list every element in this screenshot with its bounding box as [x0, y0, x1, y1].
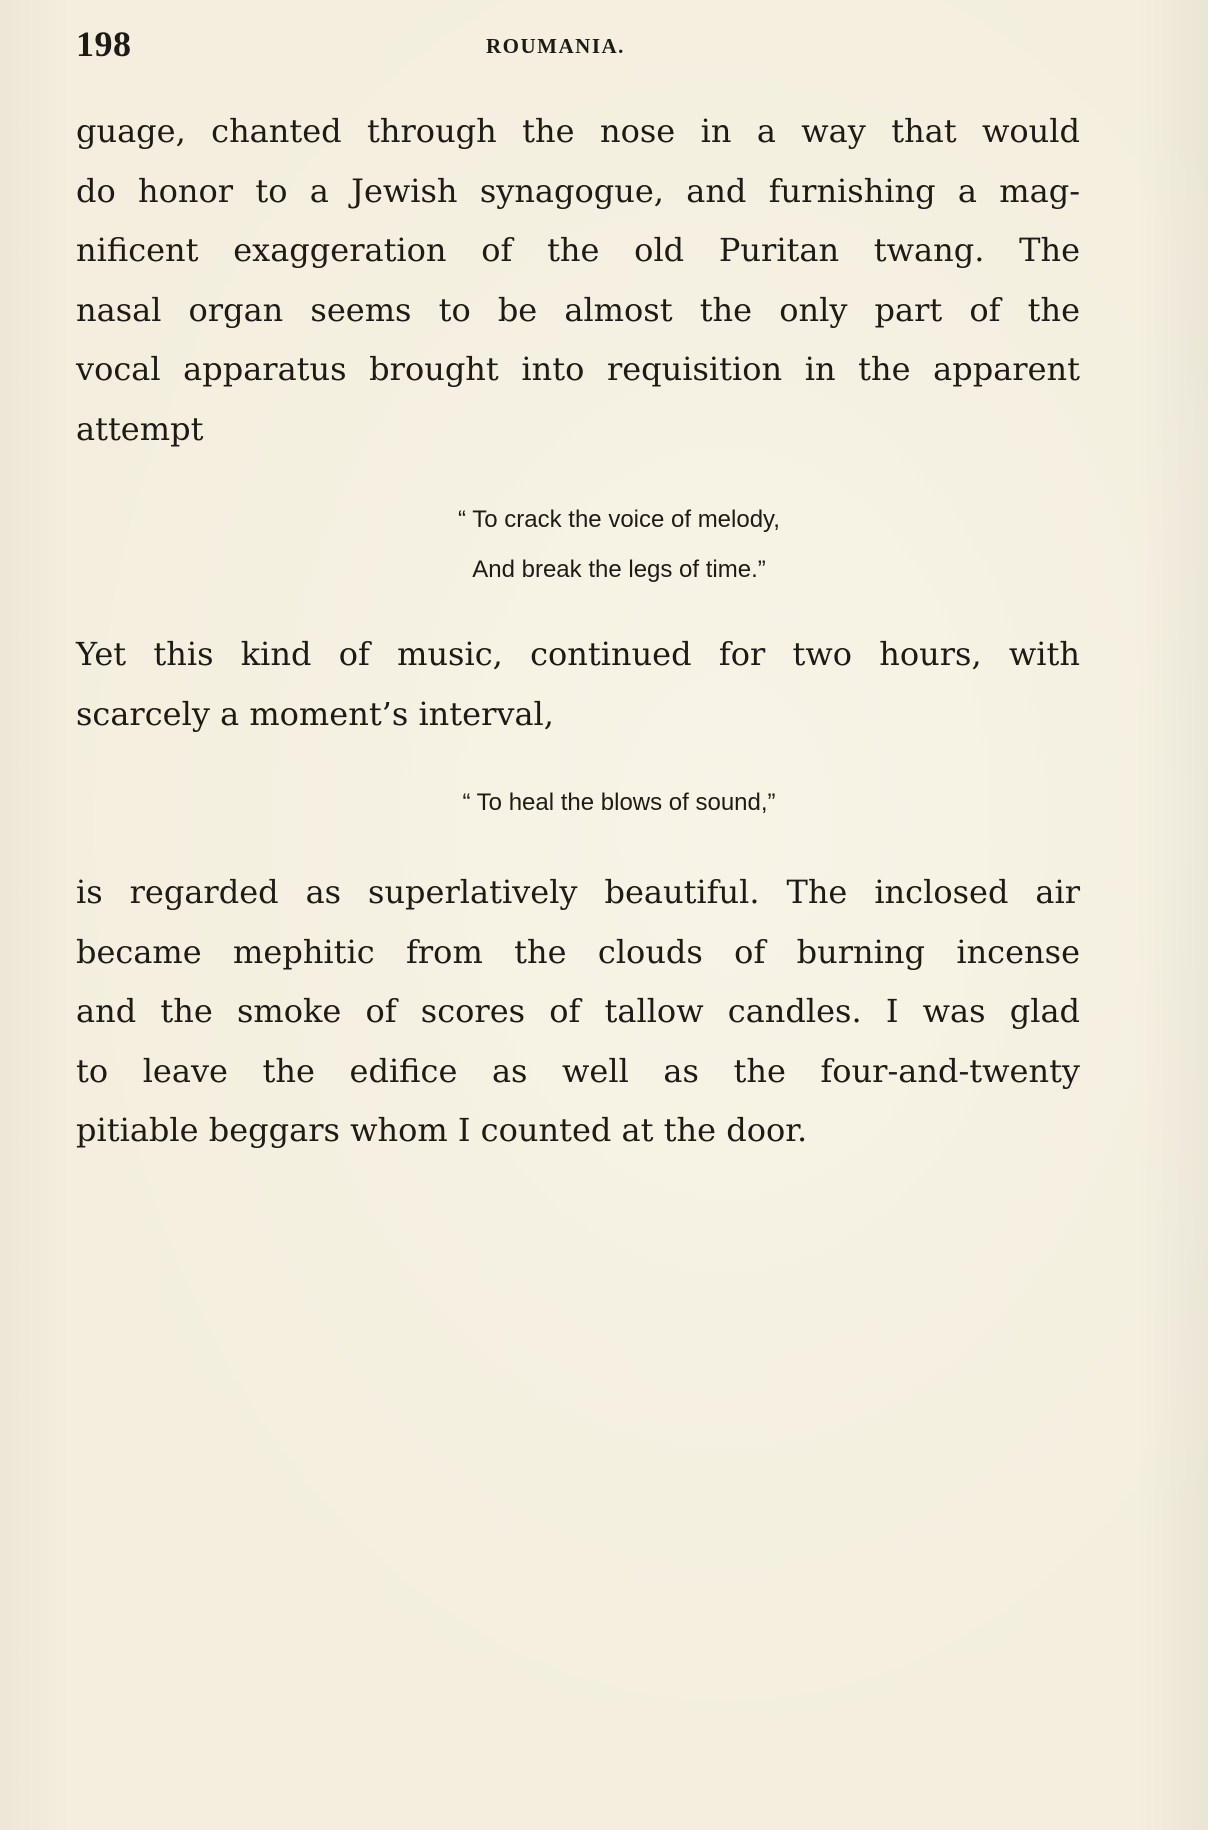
paragraph-3 — [76, 863, 1080, 1161]
page-header — [76, 22, 1076, 66]
text-line: is regarded as superlatively beautiful. The inclosed air — [76, 873, 1080, 911]
text-line: attempt — [76, 409, 204, 448]
text-line: became mephitic from the clouds of burning incense — [76, 932, 1080, 971]
paragraph-1 — [76, 102, 1080, 459]
quote-line: “ To crack the voice of melody, — [458, 506, 780, 533]
text-line: do honor to a Jewish synagogue, and furnishing a mag- — [76, 171, 1080, 210]
text-line: nificent exaggeration of the old Puritan twang. The — [76, 231, 1080, 269]
running-title: ROUMANIA. — [486, 34, 625, 58]
text-line: pitiable beggars whom I counted at the door. — [76, 1111, 808, 1149]
quote-line: And break the legs of time.” — [472, 556, 766, 583]
page-number: 198 — [76, 24, 132, 64]
text-line: and the smoke of scores of tallow candles. I was glad — [76, 992, 1080, 1030]
verse-quote-1 — [0, 495, 1208, 595]
text-line: nasal organ seems to be almost the only part of the — [76, 290, 1080, 329]
text-line: to leave the edifice as well as the four-and-twenty — [76, 1051, 1080, 1090]
verse-quote-2 — [0, 778, 1208, 828]
text-line: Yet this kind of music, continued for two hours, with — [76, 635, 1080, 673]
text-line: scarcely a moment’s interval, — [76, 694, 554, 733]
text-line: guage, chanted through the nose in a way that would — [76, 112, 1080, 150]
text-line: vocal apparatus brought into requisition in the apparent — [76, 350, 1080, 388]
quote-line: “ To heal the blows of sound,” — [462, 789, 776, 816]
paragraph-2 — [76, 625, 1080, 744]
